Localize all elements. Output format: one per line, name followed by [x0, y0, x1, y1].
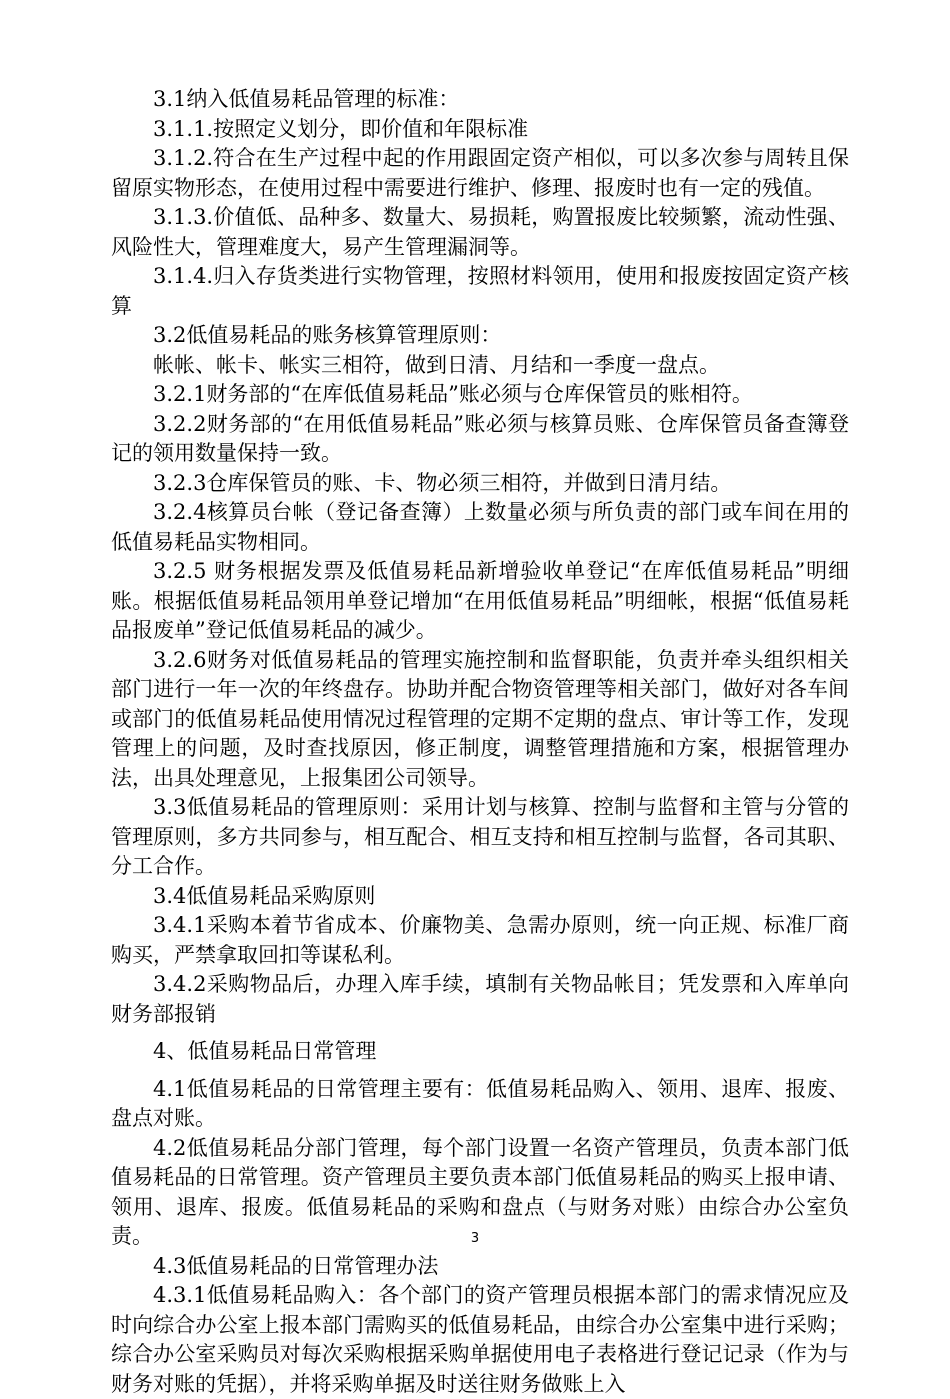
section-heading-4: 4、低值易耗品日常管理 [153, 1039, 377, 1063]
document-body [111, 85, 849, 1399]
paragraph-3-2-4: 3.2.4核算员台帐（登记备查簿）上数量必须与所负责的部门或车间在用的低值易耗品实物相同。 [111, 500, 849, 554]
paragraph-3-2-1: 3.2.1财务部的“在库低值易耗品”账必须与仓库保管员的账相符。 [153, 382, 753, 406]
paragraph-3-4: 3.4低值易耗品采购原则 [153, 883, 376, 908]
paragraph-3-4-2: 3.4.2采购物品后，办理入库手续，填制有关物品帐目；凭发票和入库单向财务部报销 [111, 972, 849, 1026]
paragraph-3-2-summary: 帐帐、帐卡、帐实三相符，做到日清、月结和一季度一盘点。 [153, 352, 720, 377]
paragraph-3-1-3: 3.1.3.价值低、品种多、数量大、易损耗，购置报废比较频繁，流动性强、风险性大，管理难度大，易产生管理漏洞等。 [111, 205, 849, 259]
paragraph-3-2-6: 3.2.6财务对低值易耗品的管理实施控制和监督职能，负责并牵头组织相关部门进行一年一次的年终盘存。协助并配合物资管理等相关部门，做好对各车间或部门的低值易耗品使用情况过程管理的定期不定期的盘点、审计等工作，发现管理上的问题，及时查找原因，修正制度，调整管理措施和方案，根据管理办法，出具处理意见，上报集团公司领导。 [111, 647, 849, 790]
paragraph-4-2: 4.2低值易耗品分部门管理，每个部门设置一名资产管理员，负责本部门低值易耗品的日常管理。资产管理员主要负责本部门低值易耗品的购买上报申请、领用、退库、报废。低值易耗品的采购和盘点（与财务对账）由综合办公室负责。 [111, 1135, 849, 1248]
paragraph-3-1-2: 3.1.2.符合在生产过程中起的作用跟固定资产相似，可以多次参与周转且保留原实物形态，在使用过程中需要进行维护、修理、报废时也有一定的残值。 [111, 146, 849, 200]
paragraph-3-4-1: 3.4.1采购本着节省成本、价廉物美、急需办原则，统一向正规、标准厂商购买，严禁拿取回扣等谋私利。 [111, 913, 849, 967]
paragraph-3-2-2: 3.2.2财务部的“在用低值易耗品”账必须与核算员账、仓库保管员备查簿登记的领用数量保持一致。 [111, 411, 849, 465]
paragraph-3-1-4: 3.1.4.归入存货类进行实物管理，按照材料领用，使用和报废按固定资产核算 [111, 264, 849, 318]
paragraph-3-2-5: 3.2.5 财务根据发票及低值易耗品新增验收单登记“在库低值易耗品”明细账。根据低值易耗品领用单登记增加“在用低值易耗品”明细帐，根据“低值易耗品报废单”登记低值易耗品的减少。 [111, 559, 849, 642]
paragraph-4-3: 4.3低值易耗品的日常管理办法 [153, 1253, 439, 1278]
paragraph-4-3-1: 4.3.1低值易耗品购入：各个部门的资产管理员根据本部门的需求情况应及时向综合办公室上报本部门需购买的低值易耗品，由综合办公室集中进行采购；综合办公室采购员对每次采购根据采购单据使用电子表格进行登记记录（作为与财务对账的凭据），并将采购单据及时送往财务做账上入 [111, 1283, 849, 1396]
paragraph-3-1: 3.1纳入低值易耗品管理的标准： [153, 87, 460, 111]
paragraph-3-1-1: 3.1.1.按照定义划分，即价值和年限标准 [153, 116, 529, 141]
paragraph-4-1: 4.1低值易耗品的日常管理主要有：低值易耗品购入、领用、退库、报废、盘点对账。 [111, 1076, 849, 1130]
page-number: 3 [470, 1231, 480, 1246]
paragraph-3-2: 3.2低值易耗品的账务核算管理原则： [153, 323, 502, 347]
paragraph-3-3: 3.3低值易耗品的管理原则：采用计划与核算、控制与监督和主管与分管的管理原则，多方共同参与，相互配合、相互支持和相互控制与监督，各司其职、分工合作。 [111, 795, 849, 878]
paragraph-3-2-3: 3.2.3仓库保管员的账、卡、物必须三相符，并做到日清月结。 [153, 470, 732, 495]
